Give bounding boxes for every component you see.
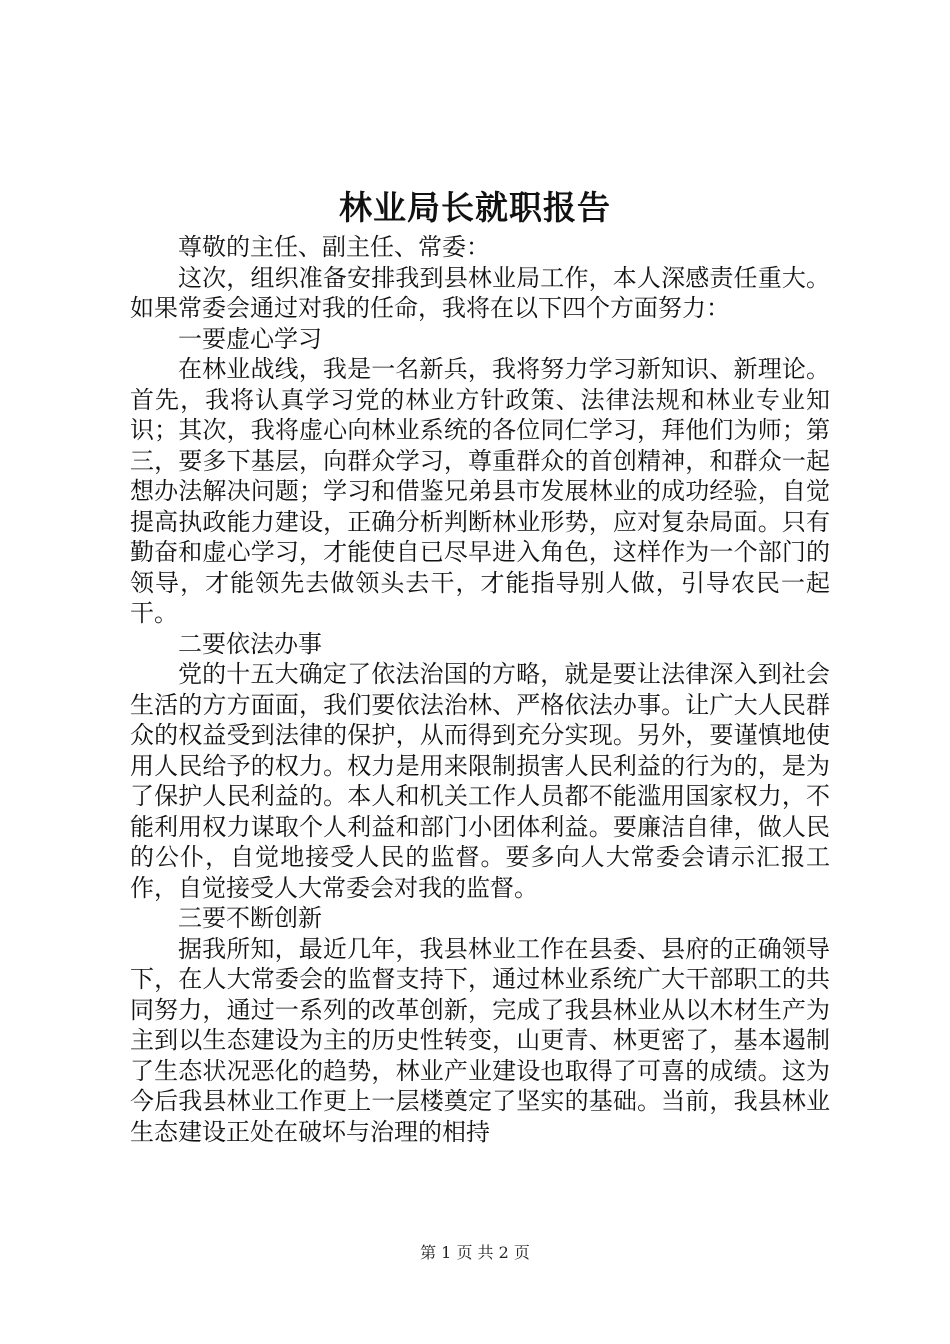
section-heading-1: 一要虚心学习 (178, 324, 322, 353)
intro-paragraph: 这次，组织准备安排我到县林业局工作，本人深感责任重大。如果常委会通过对我的任命，我将在以下四个方面努力： (130, 263, 830, 322)
section-paragraph-1: 在林业战线，我是一名新兵，我将努力学习新知识、新理论。首先，我将认真学习党的林业方针政策、法律法规和林业专业知识；其次，我将虚心向林业系统的各位同仁学习，拜他们为师；第三，要多下基层，向群众学习，尊重群众的首创精神，和群众一起想办法解决问题；学习和借鉴兄弟县市发展林业的成功经验，自觉提高执政能力建设，正确分析判断林业形势，应对复杂局面。只有勤奋和虚心学习，才能使自已尽早进入角色，这样作为一个部门的领导，才能领先去做领头去干，才能指导别人做，引导农民一起干。 (130, 355, 830, 627)
document-title: 林业局长就职报告 (339, 188, 611, 227)
section-heading-2: 二要依法办事 (178, 629, 322, 658)
salutation: 尊敬的主任、副主任、常委： (178, 233, 490, 261)
section-paragraph-3: 据我所知，最近几年，我县林业工作在县委、县府的正确领导下，在人大常委会的监督支持下，通过林业系统广大干部职工的共同努力，通过一系列的改革创新，完成了我县林业从以木材生产为主到以生态建设为主的历史性转变，山更青、林更密了，基本遏制了生态状况恶化的趋势，林业产业建设也取得了可喜的成绩。这为今后我县林业工作更上一层楼奠定了坚实的基础。当前，我县林业生态建设正处在破坏与治理的相持 (130, 934, 830, 1146)
page-footer: 第 1 页 共 2 页 (420, 1243, 530, 1262)
section-paragraph-2: 党的十五大确定了依法治国的方略，就是要让法律深入到社会生活的方方面面，我们要依法治林、严格依法办事。让广大人民群众的权益受到法律的保护，从而得到充分实现。另外，要谨慎地使用人民给予的权力。权力是用来限制损害人民利益的行为的，是为了保护人民利益的。本人和机关工作人员都不能滥用国家权力，不能利用权力谋取个人利益和部门小团体利益。要廉洁自律，做人民的公仆，自觉地接受人民的监督。要多向人大常委会请示汇报工作，自觉接受人大常委会对我的监督。 (130, 660, 830, 902)
section-heading-3: 三要不断创新 (178, 904, 322, 932)
document-body (130, 232, 830, 1147)
